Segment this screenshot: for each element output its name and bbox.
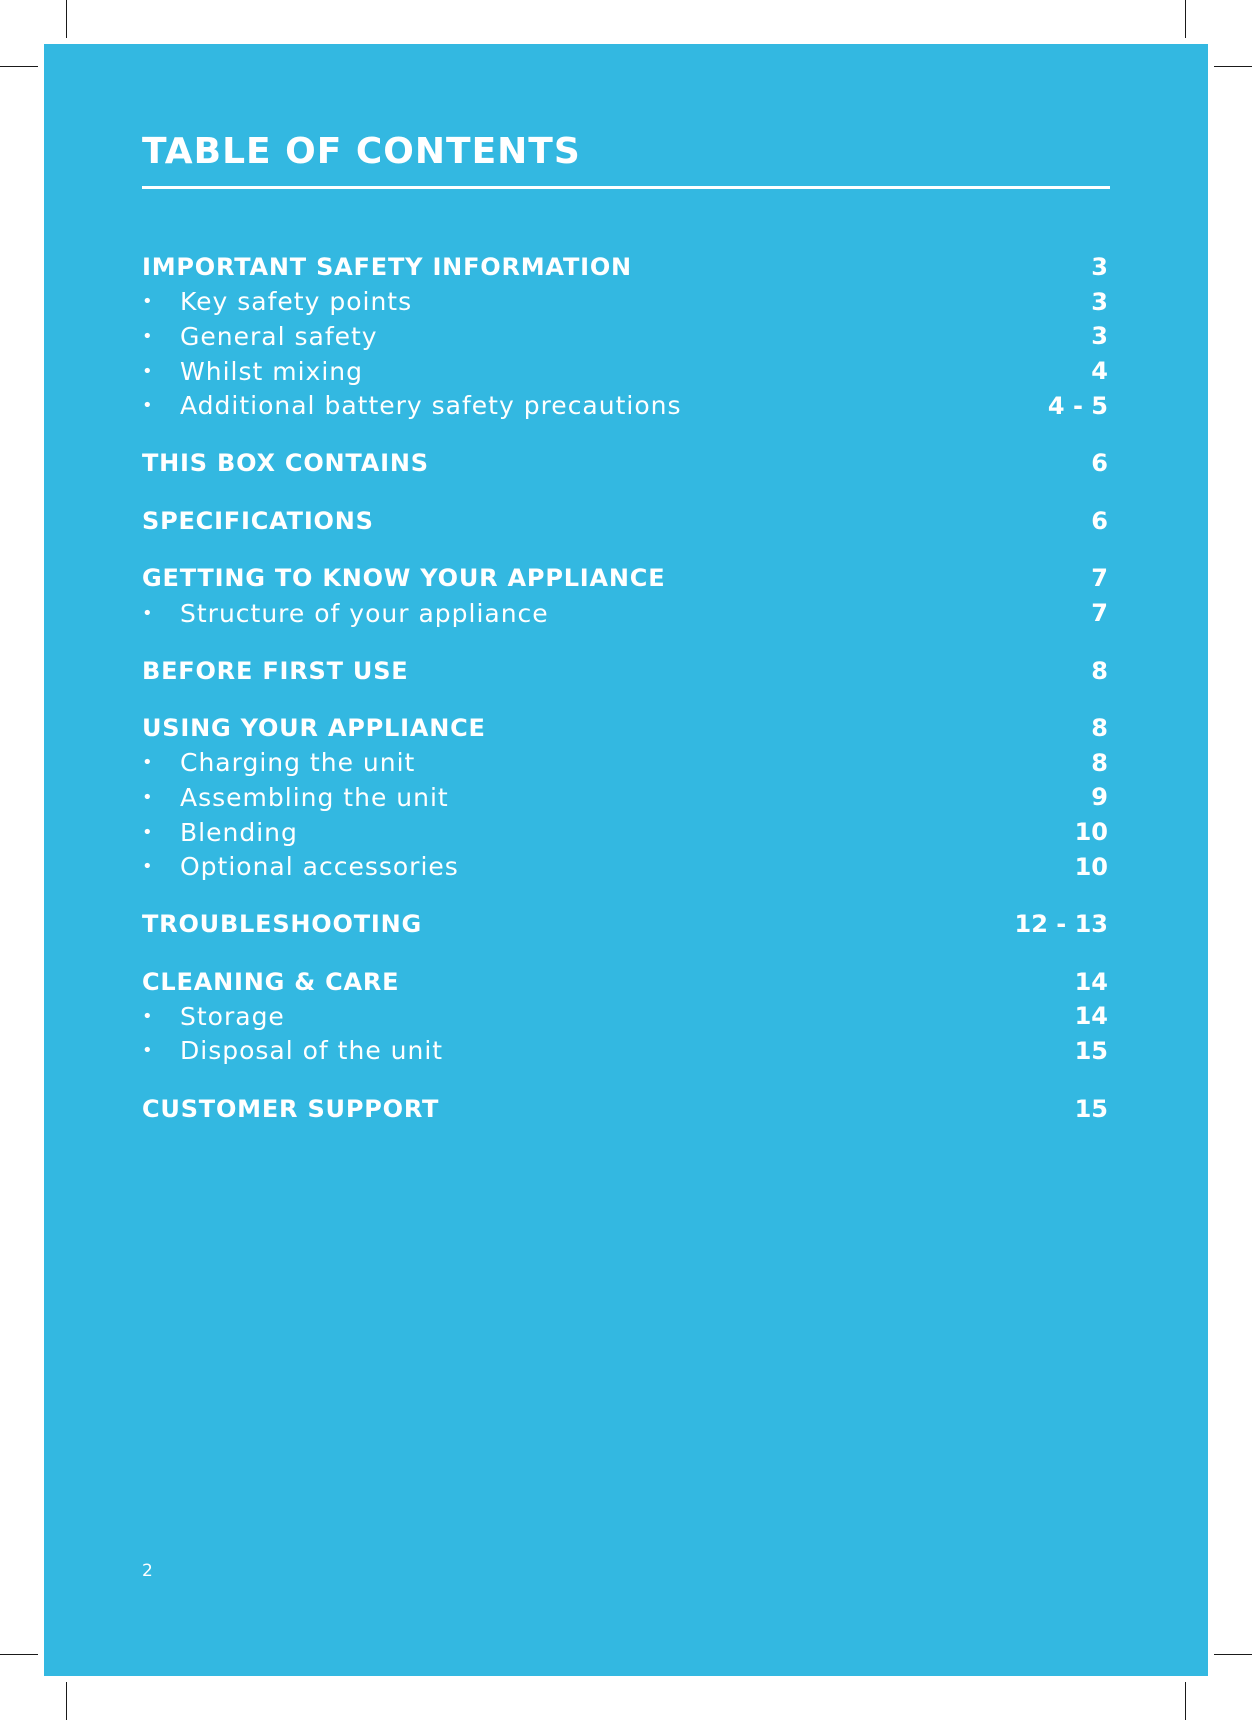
- toc-heading-label: CLEANING & CARE: [142, 967, 400, 996]
- toc-item-label: [142, 322, 378, 351]
- toc-section: [142, 965, 1108, 1069]
- toc-item-row[interactable]: [142, 999, 1108, 1034]
- toc-section: [142, 250, 1108, 423]
- toc-item-text: Assembling the unit: [180, 782, 449, 812]
- toc-item-text: Key safety points: [180, 287, 413, 317]
- toc-heading-page: 15: [1074, 1094, 1108, 1123]
- toc-section: [142, 907, 1108, 942]
- toc-item-label: [142, 852, 459, 881]
- toc-item-label: [142, 748, 415, 777]
- toc-item-label: [142, 818, 298, 847]
- toc-section: [142, 446, 1108, 481]
- toc-heading-label: TROUBLESHOOTING: [142, 910, 422, 939]
- toc-item-text: Disposal of the unit: [180, 1036, 444, 1066]
- toc-heading-row[interactable]: [142, 907, 1108, 942]
- toc-item-label: [142, 391, 682, 420]
- toc-item-row[interactable]: [142, 388, 1108, 423]
- toc-heading-page: 7: [1091, 564, 1108, 593]
- bullet-icon: •: [142, 786, 154, 808]
- toc-heading-page: 3: [1091, 253, 1108, 282]
- toc-heading-page: 14: [1074, 967, 1108, 996]
- crop-mark-bottom-right-vertical: [1185, 1682, 1186, 1720]
- toc-item-row[interactable]: [142, 746, 1108, 781]
- toc-item-row[interactable]: [142, 596, 1108, 631]
- toc-heading-label: USING YOUR APPLIANCE: [142, 714, 486, 743]
- toc-item-page: 8: [1091, 748, 1108, 777]
- crop-mark-top-left-vertical: [66, 0, 67, 38]
- toc-item-label: [142, 357, 363, 386]
- toc-heading-row[interactable]: [142, 561, 1108, 596]
- bullet-icon: •: [142, 856, 154, 878]
- crop-mark-bottom-left-vertical: [66, 1682, 67, 1720]
- toc-heading-row[interactable]: [142, 653, 1108, 688]
- toc-heading-row[interactable]: [142, 965, 1108, 1000]
- toc-item-page: 10: [1074, 852, 1108, 881]
- toc-item-label: [142, 1002, 285, 1031]
- toc-section: [142, 561, 1108, 630]
- toc-section: [142, 1091, 1108, 1126]
- bullet-icon: •: [142, 395, 154, 417]
- toc-item-label: [142, 287, 412, 316]
- toc-item-text: Storage: [180, 1001, 285, 1031]
- toc-item-text: Additional battery safety precautions: [180, 391, 682, 421]
- bullet-icon: •: [142, 1040, 154, 1062]
- toc-heading-label: IMPORTANT SAFETY INFORMATION: [142, 253, 632, 282]
- bullet-icon: •: [142, 602, 154, 624]
- toc-item-label: [142, 599, 549, 628]
- toc-item-text: Blending: [180, 817, 298, 847]
- crop-mark-bottom-right-horizontal: [1214, 1654, 1252, 1655]
- toc-item-row[interactable]: [142, 849, 1108, 884]
- bullet-icon: •: [142, 325, 154, 347]
- toc-section: [142, 504, 1108, 539]
- toc-heading-label: SPECIFICATIONS: [142, 506, 374, 535]
- crop-mark-bottom-left-horizontal: [0, 1654, 38, 1655]
- toc-heading-page: 8: [1091, 656, 1108, 685]
- title-underline: [142, 186, 1110, 189]
- toc-item-page: 7: [1091, 599, 1108, 628]
- toc-item-row[interactable]: [142, 1034, 1108, 1069]
- toc-section: [142, 711, 1108, 884]
- toc-item-page: 4: [1091, 357, 1108, 386]
- bullet-icon: •: [142, 291, 154, 313]
- toc-item-page: 3: [1091, 287, 1108, 316]
- crop-mark-top-left-horizontal: [0, 66, 38, 67]
- toc-item-page: 9: [1091, 783, 1108, 812]
- toc-heading-label: BEFORE FIRST USE: [142, 656, 409, 685]
- toc-item-text: Structure of your appliance: [180, 598, 549, 628]
- bullet-icon: •: [142, 821, 154, 843]
- toc-item-page: 14: [1074, 1002, 1108, 1031]
- toc-heading-label: CUSTOMER SUPPORT: [142, 1094, 440, 1123]
- toc-section: [142, 653, 1108, 688]
- toc-heading-row[interactable]: [142, 711, 1108, 746]
- toc-item-text: Charging the unit: [180, 748, 416, 778]
- toc-item-label: [142, 783, 449, 812]
- toc-heading-page: 12 - 13: [1014, 910, 1108, 939]
- toc-item-page: 10: [1074, 818, 1108, 847]
- page-title: TABLE OF CONTENTS: [142, 131, 581, 172]
- toc-page: [44, 44, 1208, 1676]
- toc-item-text: Whilst mixing: [180, 356, 363, 386]
- toc-item-page: 3: [1091, 322, 1108, 351]
- toc-heading-label: GETTING TO KNOW YOUR APPLIANCE: [142, 564, 666, 593]
- toc-heading-page: 8: [1091, 714, 1108, 743]
- toc-item-row[interactable]: [142, 780, 1108, 815]
- toc-heading-page: 6: [1091, 449, 1108, 478]
- toc-heading-row[interactable]: [142, 250, 1108, 285]
- toc-item-label: [142, 1036, 443, 1065]
- toc-item-row[interactable]: [142, 354, 1108, 389]
- toc-heading-label: THIS BOX CONTAINS: [142, 449, 429, 478]
- toc-heading-row[interactable]: [142, 446, 1108, 481]
- toc-heading-row[interactable]: [142, 504, 1108, 539]
- crop-mark-top-right-horizontal: [1214, 66, 1252, 67]
- page-number: 2: [142, 1561, 153, 1581]
- toc-heading-page: 6: [1091, 506, 1108, 535]
- toc-heading-row[interactable]: [142, 1091, 1108, 1126]
- toc-item-row[interactable]: [142, 319, 1108, 354]
- bullet-icon: •: [142, 752, 154, 774]
- table-of-contents: [142, 250, 1108, 1149]
- bullet-icon: •: [142, 1005, 154, 1027]
- toc-item-row[interactable]: [142, 815, 1108, 850]
- toc-item-page: 15: [1074, 1036, 1108, 1065]
- toc-item-text: General safety: [180, 321, 378, 351]
- toc-item-text: Optional accessories: [180, 852, 459, 882]
- toc-item-page: 4 - 5: [1047, 391, 1108, 420]
- toc-item-row[interactable]: [142, 285, 1108, 320]
- crop-mark-top-right-vertical: [1185, 0, 1186, 38]
- bullet-icon: •: [142, 360, 154, 382]
